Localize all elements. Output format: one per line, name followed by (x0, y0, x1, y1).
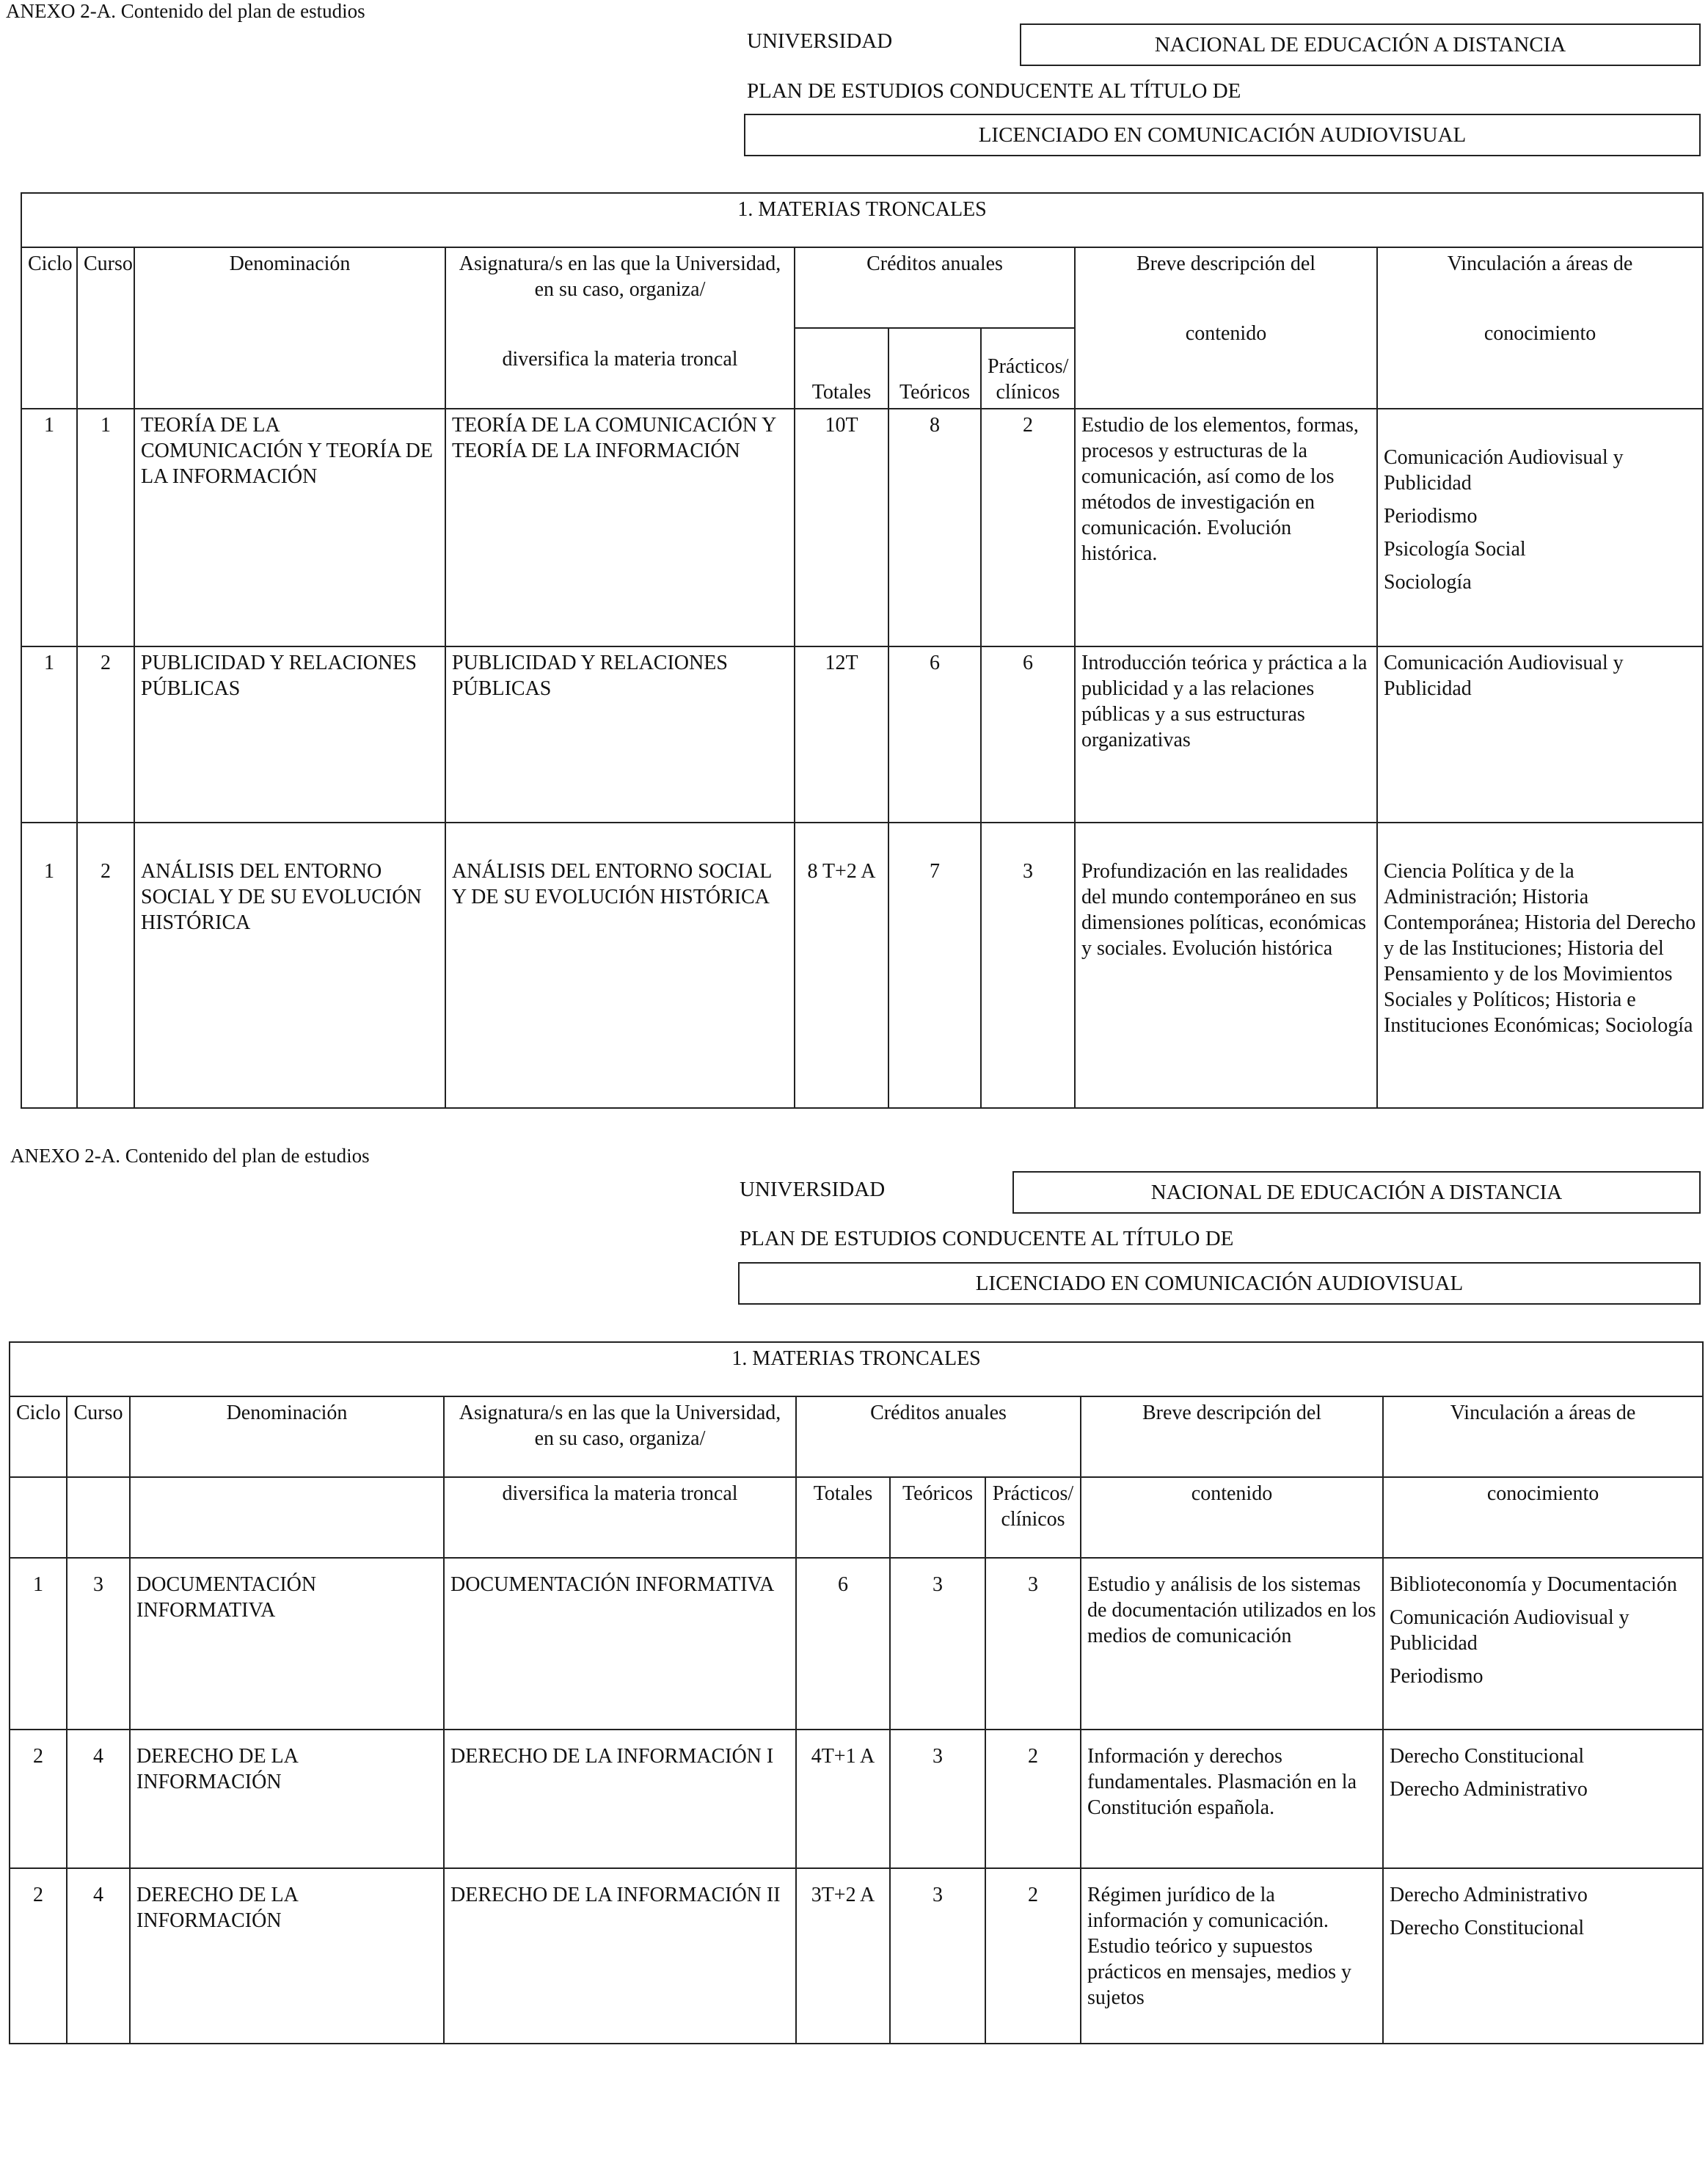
cell-curso: 3 (67, 1558, 130, 1730)
universidad-label: UNIVERSIDAD (747, 29, 893, 53)
cell-curso: 1 (77, 409, 134, 646)
materias-table (21, 192, 1704, 1109)
cell-ciclo: 2 (10, 1730, 67, 1868)
cell-curso: 2 (77, 646, 134, 823)
header-empty (10, 1477, 67, 1558)
table-row (10, 1730, 1703, 1868)
header-descripcion-bottom: contenido (1081, 1477, 1383, 1558)
header-teoricos: Teóricos (888, 328, 981, 409)
cell-ciclo: 2 (10, 1868, 67, 2044)
header-asignatura (445, 247, 795, 409)
cell-asignatura: DOCUMENTACIÓN INFORMATIVA (444, 1558, 796, 1730)
cell-asignatura: DERECHO DE LA INFORMACIÓN I (444, 1730, 796, 1868)
universidad-value: NACIONAL DE EDUCACIÓN A DISTANCIA (1020, 23, 1701, 66)
cell-denominacion: TEORÍA DE LA COMUNICACIÓN Y TEORÍA DE LA INFORMACIÓN (134, 409, 445, 646)
cell-teoricos: 6 (888, 646, 981, 823)
header-curso: Curso (77, 247, 134, 409)
cell-areas (1377, 646, 1703, 823)
cell-areas (1377, 823, 1703, 1108)
header-vinculacion-bottom: conocimiento (1483, 322, 1596, 345)
header-creditos: Créditos anuales (796, 1396, 1081, 1477)
header-descripcion-top: Breve descripción del (1081, 1396, 1383, 1477)
cell-practicos: 2 (985, 1868, 1081, 2044)
cell-curso: 2 (77, 823, 134, 1108)
annex-title: ANEXO 2-A. Contenido del plan de estudios (6, 0, 365, 22)
cell-denominacion: DERECHO DE LA INFORMACIÓN (130, 1730, 444, 1868)
table-row (21, 646, 1703, 823)
cell-denominacion: PUBLICIDAD Y RELACIONES PÚBLICAS (134, 646, 445, 823)
cell-descripcion: Información y derechos fundamentales. Plasmación en la Constitución española. (1081, 1730, 1383, 1868)
header-asignatura-bottom: diversifica la materia troncal (502, 348, 738, 371)
header-asignatura-top: Asignatura/s en las que la Universidad, en su caso, organiza/ (459, 252, 781, 301)
area-item: Comunicación Audiovisual y Publicidad (1384, 652, 1624, 700)
header-vinculacion (1377, 247, 1703, 409)
cell-practicos: 3 (985, 1558, 1081, 1730)
area-item: Derecho Administrativo (1390, 1778, 1588, 1801)
table-row (21, 409, 1703, 646)
header-practicos: Prácticos/ clínicos (985, 1477, 1081, 1558)
cell-totales: 6 (796, 1558, 890, 1730)
header-teoricos: Teóricos (890, 1477, 985, 1558)
annex-title: ANEXO 2-A. Contenido del plan de estudios (10, 1145, 370, 1167)
cell-descripcion: Régimen jurídico de la información y comunicación. Estudio teórico y supuestos prácticos en mensajes, medios y sujetos (1081, 1868, 1383, 2044)
cell-totales: 4T+1 A (796, 1730, 890, 1868)
header-denominacion: Denominación (130, 1396, 444, 1477)
area-item: Derecho Constitucional (1390, 1917, 1585, 1939)
area-item: Comunicación Audiovisual y Publicidad (1384, 446, 1624, 495)
cell-asignatura: DERECHO DE LA INFORMACIÓN II (444, 1868, 796, 2044)
area-item: Biblioteconomía y Documentación (1390, 1573, 1677, 1596)
cell-teoricos: 3 (890, 1730, 985, 1868)
cell-totales: 10T (795, 409, 888, 646)
table-row (21, 823, 1703, 1108)
plan-label: PLAN DE ESTUDIOS CONDUCENTE AL TÍTULO DE (740, 1227, 1234, 1250)
cell-totales: 8 T+2 A (795, 823, 888, 1108)
header-denominacion: Denominación (134, 247, 445, 409)
header-curso: Curso (67, 1396, 130, 1477)
cell-practicos: 3 (981, 823, 1075, 1108)
header-empty (130, 1477, 444, 1558)
cell-areas (1383, 1868, 1703, 2044)
cell-teoricos: 3 (890, 1558, 985, 1730)
header-totales: Totales (796, 1477, 890, 1558)
table-row (10, 1558, 1703, 1730)
area-item: Ciencia Política y de la Administración; Historia Contemporánea; Historia del Derecho y de las Instituciones; Historia del Pensamiento y de los Movimientos Sociales y Políticos; Historia e Instituciones Económicas; Sociología (1384, 860, 1696, 1037)
header-vinculacion-bottom: conocimiento (1383, 1477, 1703, 1558)
area-item: Comunicación Audiovisual y Publicidad (1390, 1606, 1629, 1655)
cell-teoricos: 3 (890, 1868, 985, 2044)
cell-denominacion: ANÁLISIS DEL ENTORNO SOCIAL Y DE SU EVOLUCIÓN HISTÓRICA (134, 823, 445, 1108)
materias-table (9, 1341, 1704, 2044)
header-asignatura-top: Asignatura/s en las que la Universidad, en su caso, organiza/ (444, 1396, 796, 1477)
cell-teoricos: 7 (888, 823, 981, 1108)
cell-curso: 4 (67, 1868, 130, 2044)
cell-ciclo: 1 (21, 823, 77, 1108)
titulo-value: LICENCIADO EN COMUNICACIÓN AUDIOVISUAL (744, 114, 1701, 156)
cell-asignatura: ANÁLISIS DEL ENTORNO SOCIAL Y DE SU EVOLUCIÓN HISTÓRICA (445, 823, 795, 1108)
header-ciclo: Ciclo (10, 1396, 67, 1477)
cell-descripcion: Estudio y análisis de los sistemas de documentación utilizados en los medios de comunicación (1081, 1558, 1383, 1730)
header-asignatura-bottom: diversifica la materia troncal (444, 1477, 796, 1558)
cell-curso: 4 (67, 1730, 130, 1868)
area-item: Sociología (1384, 571, 1472, 594)
cell-practicos: 6 (981, 646, 1075, 823)
cell-descripcion: Introducción teórica y práctica a la publicidad y a las relaciones públicas y a sus estructuras organizativas (1075, 646, 1377, 823)
cell-asignatura: PUBLICIDAD Y RELACIONES PÚBLICAS (445, 646, 795, 823)
universidad-value: NACIONAL DE EDUCACIÓN A DISTANCIA (1012, 1171, 1701, 1214)
header-vinculacion-top: Vinculación a áreas de (1383, 1396, 1703, 1477)
area-item: Derecho Administrativo (1390, 1884, 1588, 1906)
header-descripcion-top: Breve descripción del (1136, 252, 1316, 275)
cell-areas (1377, 409, 1703, 646)
cell-totales: 12T (795, 646, 888, 823)
plan-label: PLAN DE ESTUDIOS CONDUCENTE AL TÍTULO DE (747, 79, 1241, 103)
cell-ciclo: 1 (21, 409, 77, 646)
cell-teoricos: 8 (888, 409, 981, 646)
section-title: 1. MATERIAS TRONCALES (21, 193, 1703, 247)
sheet-1 (0, 0, 1708, 1037)
cell-totales: 3T+2 A (796, 1868, 890, 2044)
cell-ciclo: 1 (10, 1558, 67, 1730)
area-item: Derecho Constitucional (1390, 1745, 1585, 1768)
header-practicos: Prácticos/ clínicos (981, 328, 1075, 409)
section-title: 1. MATERIAS TRONCALES (10, 1342, 1703, 1396)
cell-ciclo: 1 (21, 646, 77, 823)
cell-areas (1383, 1730, 1703, 1868)
cell-practicos: 2 (985, 1730, 1081, 1868)
titulo-value: LICENCIADO EN COMUNICACIÓN AUDIOVISUAL (738, 1262, 1701, 1305)
cell-denominacion: DOCUMENTACIÓN INFORMATIVA (130, 1558, 444, 1730)
area-item: Psicología Social (1384, 538, 1526, 561)
header-vinculacion-top: Vinculación a áreas de (1447, 252, 1633, 275)
cell-descripcion: Estudio de los elementos, formas, procesos y estructuras de la comunicación, así como de los métodos de investigación en comunicación. Evolución histórica. (1075, 409, 1377, 646)
universidad-label: UNIVERSIDAD (740, 1178, 886, 1201)
cell-areas (1383, 1558, 1703, 1730)
header-empty (67, 1477, 130, 1558)
header-creditos: Créditos anuales (795, 247, 1075, 328)
cell-asignatura: TEORÍA DE LA COMUNICACIÓN Y TEORÍA DE LA INFORMACIÓN (445, 409, 795, 646)
header-totales: Totales (795, 328, 888, 409)
header-descripcion (1075, 247, 1377, 409)
area-item: Periodismo (1384, 505, 1478, 528)
sheet-2 (0, 1145, 1708, 2172)
cell-descripcion: Profundización en las realidades del mundo contemporáneo en sus dimensiones políticas, económicas y sociales. Evolución histórica (1075, 823, 1377, 1108)
header-descripcion-bottom: contenido (1185, 322, 1267, 345)
cell-practicos: 2 (981, 409, 1075, 646)
table-row (10, 1868, 1703, 2044)
area-item: Periodismo (1390, 1665, 1483, 1688)
header-ciclo: Ciclo (21, 247, 77, 409)
cell-denominacion: DERECHO DE LA INFORMACIÓN (130, 1868, 444, 2044)
